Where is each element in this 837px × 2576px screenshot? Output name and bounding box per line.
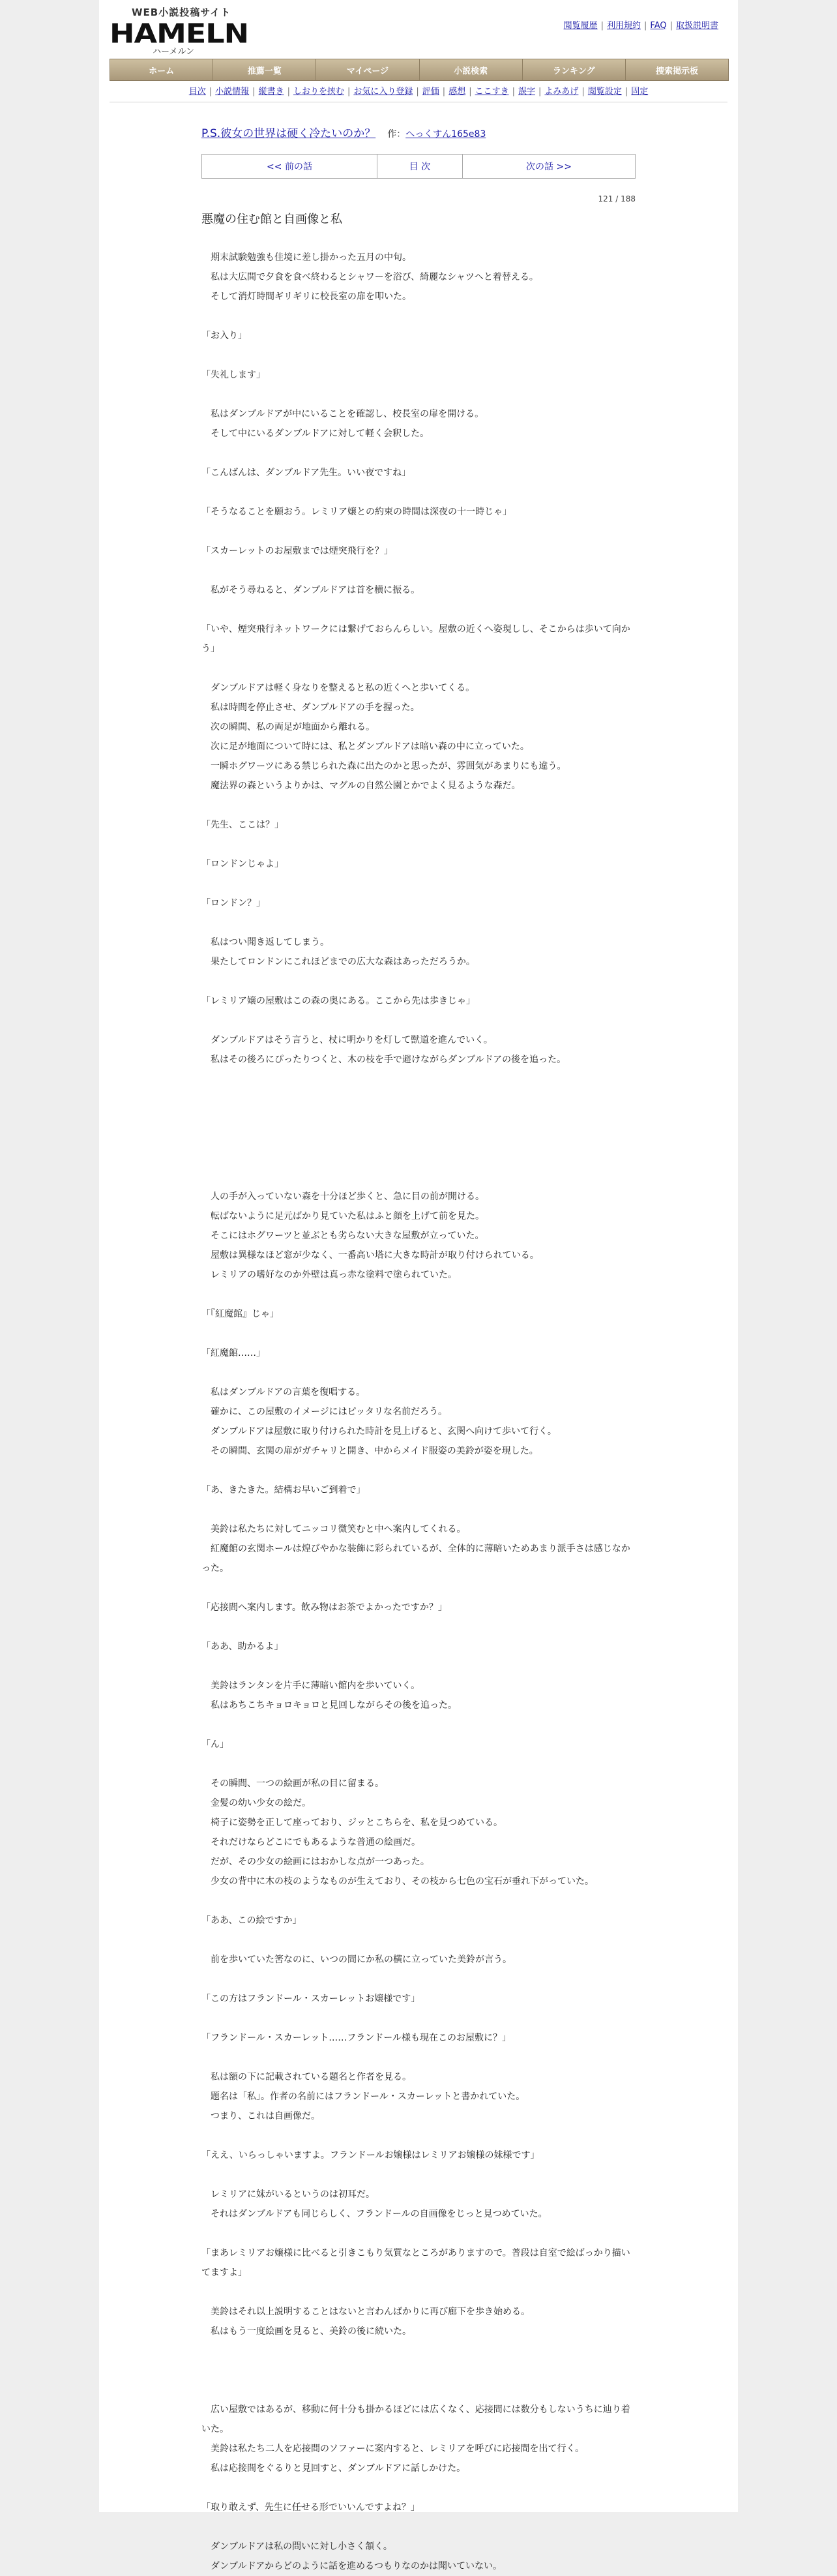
blank-line	[201, 561, 636, 580]
blank-line	[201, 835, 636, 854]
logo-kana: ハーメルン	[153, 47, 195, 57]
paragraph: 転ばないように足元ばかり見ていた私はふと顔を上げて前を見た。	[201, 1211, 484, 1221]
blank-line	[201, 1656, 636, 1676]
separator: |	[669, 21, 673, 31]
nav-mypage[interactable]: マイページ	[316, 59, 419, 80]
blank-line	[201, 1324, 636, 1343]
blank-line	[201, 600, 636, 620]
paragraph: 「スカーレットのお屋敷までは煙突飛行を？」	[201, 546, 393, 556]
blank-line	[201, 1715, 636, 1735]
paragraph: 屋敷は異様なほど窓が少なく、一番高い塔に大きな時計が取り付けられている。	[201, 1250, 539, 1261]
toc-link[interactable]: 目 次	[377, 155, 463, 178]
paragraph: レミリアに妹がいるというのは初耳だ。	[201, 2189, 375, 2200]
chapter-body	[201, 248, 636, 2576]
paragraph: 「ええ、いらっしゃいますよ。フランドールお嬢様はレミリアお嬢様の妹様です」	[201, 2150, 540, 2161]
paragraph: 題名は「私」。作者の名前にはフランドール・スカーレットと書かれていた。	[201, 2091, 525, 2102]
blank-line	[201, 796, 636, 815]
blank-line	[201, 522, 636, 541]
blank-line	[201, 1461, 636, 1480]
paragraph: 「あ、きたきた。結構お早いご到着で」	[201, 1485, 366, 1495]
blank-line	[201, 1500, 636, 1520]
separator: |	[644, 21, 647, 31]
prev-chapter-link[interactable]: << 前の話	[202, 155, 377, 178]
blank-line	[201, 2283, 636, 2302]
manual-link[interactable]: 取扱説明書	[675, 21, 718, 31]
blank-line	[201, 1891, 636, 1911]
paragraph: 「ロンドン？」	[201, 898, 265, 908]
blank-line	[201, 385, 636, 404]
blank-line	[201, 1070, 636, 1089]
blank-line	[201, 2478, 636, 2498]
blank-line	[201, 659, 636, 678]
author-label: 作：	[387, 129, 406, 140]
paragraph: 美鈴はそれ以上説明することはないと言わんばかりに再び廊下を歩き始める。	[201, 2307, 530, 2317]
separator: |	[442, 87, 446, 97]
blank-line	[201, 1148, 636, 1167]
separator: |	[469, 87, 472, 97]
blank-line	[201, 1128, 636, 1148]
paragraph: 一瞬ホグワーツにある禁じられた森に出たのかと思ったが、雰囲気があまりにも違う。	[201, 761, 566, 771]
paragraph: 「先生、ここは？」	[201, 820, 284, 830]
paragraph: 魔法界の森というよりかは、マグルの自然公園とかでよく見るような森だ。	[201, 781, 521, 791]
paragraph: 私は応接間をぐるりと見回すと、ダンブルドアに話しかけた。	[201, 2463, 466, 2474]
subnav-rating[interactable]: 評価	[422, 87, 439, 97]
paragraph: 「失礼します」	[201, 370, 265, 380]
blank-line	[201, 1617, 636, 1637]
nav-ranking[interactable]: ランキング	[523, 59, 626, 80]
subnav-vertical[interactable]: 縦書き	[258, 87, 284, 97]
paragraph: 私がそう尋ねると、ダンブルドアは首を横に振る。	[201, 585, 420, 595]
paragraph: 私はつい聞き返してしまう。	[201, 937, 329, 948]
blank-line	[201, 2165, 636, 2185]
blank-line	[201, 307, 636, 326]
terms-link[interactable]: 利用規約	[607, 21, 641, 31]
paragraph: 次に足が地面について時には、私とダンブルドアは暗い森の中に立っていた。	[201, 741, 529, 752]
site-logo[interactable]	[110, 5, 249, 57]
paragraph: それだけならどこにでもあるような普通の絵画だ。	[201, 1837, 420, 1848]
blank-line	[201, 2517, 636, 2537]
paragraph: 紅魔館の玄関ホールは煌びやかな装飾に彩られているが、全体的に薄暗いためあまり派手さは感じなかった。	[201, 1544, 630, 1574]
paragraph: 美鈴は私たち二人を応接間のソファーに案内すると、レミリアを呼びに応接間を出て行く。	[201, 2444, 585, 2454]
blank-line	[201, 2126, 636, 2146]
paragraph: 「いや、煙突飛行ネットワークには繋げておらんらしい。屋敷の近くへ姿現しし、そこからは歩いて向かう」	[201, 624, 630, 654]
blank-line	[201, 913, 636, 933]
blank-line	[201, 1363, 636, 1383]
paragraph: 確かに、この屋敷のイメージにはピッタリな名前だろう。	[201, 1407, 448, 1417]
blank-line	[201, 2224, 636, 2243]
subnav-bookmark[interactable]: しおりを挟む	[293, 87, 344, 97]
blank-line	[201, 483, 636, 502]
history-link[interactable]: 閲覧履歴	[563, 21, 598, 31]
paragraph: 私は大広間で夕食を食べ終わるとシャワーを浴び、綺麗なシャツへと着替える。	[201, 272, 538, 282]
blank-line	[201, 1167, 636, 1187]
subnav-read-aloud[interactable]: よみあげ	[544, 87, 579, 97]
paragraph: 「フランドール・スカーレット……フランドール様も現在このお屋敷に？」	[201, 2033, 512, 2043]
subnav-info[interactable]: 小説情報	[215, 87, 250, 97]
paragraph: 「ああ、この絵ですか」	[201, 1915, 302, 1926]
paragraph: 私はダンブルドアが中にいることを確認し、校長室の扉を開ける。	[201, 409, 484, 419]
paragraph: 「そうなることを願おう。レミリア嬢との約束の時間は深夜の十一時じゃ」	[201, 507, 512, 517]
paragraph: 私はダンブルドアの言葉を復唱する。	[201, 1387, 366, 1398]
paragraph: 期末試験勉強も佳境に差し掛かった五月の中旬。	[201, 252, 411, 263]
separator: |	[287, 87, 290, 97]
separator: |	[209, 87, 213, 97]
separator: |	[624, 87, 628, 97]
paragraph: 私はもう一度絵画を見ると、美鈴の後に続いた。	[201, 2326, 411, 2337]
paragraph: 私はその後ろにぴったりつくと、木の枝を手で避けながらダンブルドアの後を追った。	[201, 1055, 566, 1065]
separator: |	[538, 87, 542, 97]
paragraph: 金髪の幼い少女の絵だ。	[201, 1798, 311, 1808]
paragraph: その瞬間、玄関の扉がガチャリと開き、中からメイド服姿の美鈴が姿を現した。	[201, 1446, 538, 1456]
author-link[interactable]: へっくすん165e83	[405, 129, 486, 140]
novel-sub-nav	[110, 83, 727, 100]
paragraph: 「ロンドンじゃよ」	[201, 859, 284, 869]
paragraph: 美鈴はランタンを片手に薄暗い館内を歩いていく。	[201, 1681, 420, 1691]
paragraph: 椅子に姿勢を正して座っており、ジッとこちらを、私を見つめている。	[201, 1818, 503, 1828]
blank-line	[201, 2048, 636, 2067]
blank-line	[201, 1011, 636, 1030]
paragraph: 私は額の下に記載されている題名と作者を見る。	[201, 2072, 411, 2082]
blank-line	[201, 1089, 636, 1109]
paragraph: 美鈴は私たちに対してニッコリ微笑むと中へ案内してくれる。	[201, 1524, 466, 1535]
blank-line	[201, 1754, 636, 1774]
paragraph: 少女の背中に木の枝のようなものが生えており、その枝から七色の宝石が垂れ下がっていた。	[201, 1876, 594, 1887]
subnav-favorite[interactable]: お気に入り登録	[353, 87, 413, 97]
nav-home[interactable]: ホーム	[110, 59, 213, 80]
paragraph: ダンブルドアは屋敷に取り付けられた時計を見上げると、玄関へ向けて歩いて行く。	[201, 1426, 557, 1437]
chapter-title: 悪魔の住む館と自画像と私	[201, 213, 342, 226]
blank-line	[201, 1285, 636, 1304]
paragraph: 「こんばんは、ダンブルドア先生。いい夜ですね」	[201, 468, 411, 478]
blank-line	[201, 1109, 636, 1128]
paragraph: 「ん」	[201, 1739, 229, 1750]
paragraph: 前を歩いていた筈なのに、いつの間にか私の横に立っていた美鈴が言う。	[201, 1954, 512, 1965]
blank-line	[201, 1969, 636, 1989]
paragraph: 「まあレミリアお嬢様に比べると引きこもり気質なところがありますので。普段は自室で絵ばっかり描いてますよ」	[201, 2248, 630, 2278]
blank-line	[201, 1930, 636, 1950]
novel-title-row	[201, 124, 645, 140]
blank-line	[201, 2380, 636, 2400]
separator: |	[581, 87, 585, 97]
blank-line	[201, 874, 636, 893]
paragraph: それはダンブルドアも同じらしく、フランドールの自画像をじっと見つめていた。	[201, 2209, 548, 2219]
paragraph: そこにはホグワーツと並ぶとも劣らない大きな屋敷が立っていた。	[201, 1231, 484, 1241]
subnav-pin[interactable]: 固定	[631, 87, 649, 97]
paragraph: 「取り敢えず、先生に任せる形でいいんですよね？」	[201, 2502, 420, 2513]
paragraph: 「この方はフランドール・スカーレットお嬢様です」	[201, 1994, 420, 2004]
paragraph: ダンブルドアからどのように話を進めるつもりなのかは聞いていない。	[201, 2561, 503, 2571]
paragraph: 「レミリア嬢の屋敷はこの森の奥にある。ここから先は歩きじゃ」	[201, 996, 475, 1006]
main-nav	[110, 59, 729, 81]
paragraph: そして中にいるダンブルドアに対して軽く会釈した。	[201, 428, 430, 439]
separator: |	[252, 87, 256, 97]
paragraph: 「紅魔館……」	[201, 1348, 265, 1358]
paragraph: 果たしてロンドンにこれほどまでの広大な森はあっただろうか。	[201, 957, 475, 967]
separator: |	[416, 87, 419, 97]
paragraph: そして消灯時間ギリギリに校長室の扉を叩いた。	[201, 292, 411, 302]
subnav-toc[interactable]: 目次	[188, 87, 206, 97]
paragraph: 「お入り」	[201, 331, 247, 341]
paragraph: ダンブルドアは私の問いに対し小さく頷く。	[201, 2541, 392, 2552]
subnav-view-settings[interactable]: 閲覧設定	[587, 87, 622, 97]
top-links	[564, 18, 718, 31]
paragraph: 「ああ、助かるよ」	[201, 1641, 284, 1652]
blank-line	[201, 2009, 636, 2028]
subnav-kokosuki[interactable]: ここすき	[475, 87, 509, 97]
blank-line	[201, 443, 636, 463]
nav-board[interactable]: 捜索掲示板	[655, 66, 698, 76]
subnav-typo[interactable]: 誤字	[518, 87, 536, 97]
paragraph: 私はあちこちキョロキョロと見回しながらその後を追った。	[201, 1700, 457, 1711]
paragraph: ダンブルドアはそう言うと、杖に明かりを灯して獣道を進んでいく。	[201, 1035, 493, 1045]
logo-brand: HAMELN	[110, 17, 249, 50]
blank-line	[201, 346, 636, 365]
separator: |	[600, 21, 604, 31]
paragraph: その瞬間、一つの絵画が私の目に留まる。	[201, 1778, 384, 1789]
blank-line	[201, 2361, 636, 2380]
paragraph: 「『紅魔館』じゃ」	[201, 1309, 279, 1319]
paragraph: つまり、これは自画像だ。	[201, 2111, 320, 2121]
next-chapter-link[interactable]: 次の話 >>	[526, 162, 572, 172]
paragraph: 私は時間を停止させ、ダンブルドアの手を握った。	[201, 702, 420, 713]
faq-link[interactable]: FAQ	[650, 21, 667, 31]
blank-line	[201, 972, 636, 991]
paragraph: 「応接間へ案内します。飲み物はお茶でよかったですか？」	[201, 1602, 447, 1613]
paragraph: 広い屋敷ではあるが、移動に何十分も掛かるほどには広くなく、応接間には数分もしないうちに辿り着いた。	[201, 2404, 630, 2434]
separator: |	[347, 87, 351, 97]
blank-line	[201, 2341, 636, 2361]
paragraph: 次の瞬間、私の両足が地面から離れる。	[201, 722, 375, 732]
blank-line	[201, 1578, 636, 1598]
nav-search[interactable]: 小説検索	[420, 59, 523, 80]
subnav-review[interactable]: 感想	[448, 87, 466, 97]
chapter-counter: 121 / 188	[598, 194, 636, 203]
separator: |	[512, 87, 515, 97]
nav-recommend[interactable]: 推薦一覧	[213, 59, 316, 80]
paragraph: ダンブルドアは軽く身なりを整えると私の近くへと歩いてくる。	[201, 683, 475, 693]
page-container	[99, 0, 738, 2571]
novel-title-link[interactable]: P.S.彼女の世界は硬く冷たいのか？	[201, 127, 376, 140]
paragraph: だが、その少女の絵画にはおかしな点が一つあった。	[201, 1857, 430, 1867]
logo-tagline: WEB小説投稿サイト	[132, 7, 231, 18]
paragraph: レミリアの嗜好なのか外壁は真っ赤な塗料で塗られていた。	[201, 1270, 457, 1280]
chapter-pager	[201, 154, 636, 179]
paragraph: 人の手が入っていない森を十分ほど歩くと、急に目の前が開ける。	[201, 1191, 484, 1202]
